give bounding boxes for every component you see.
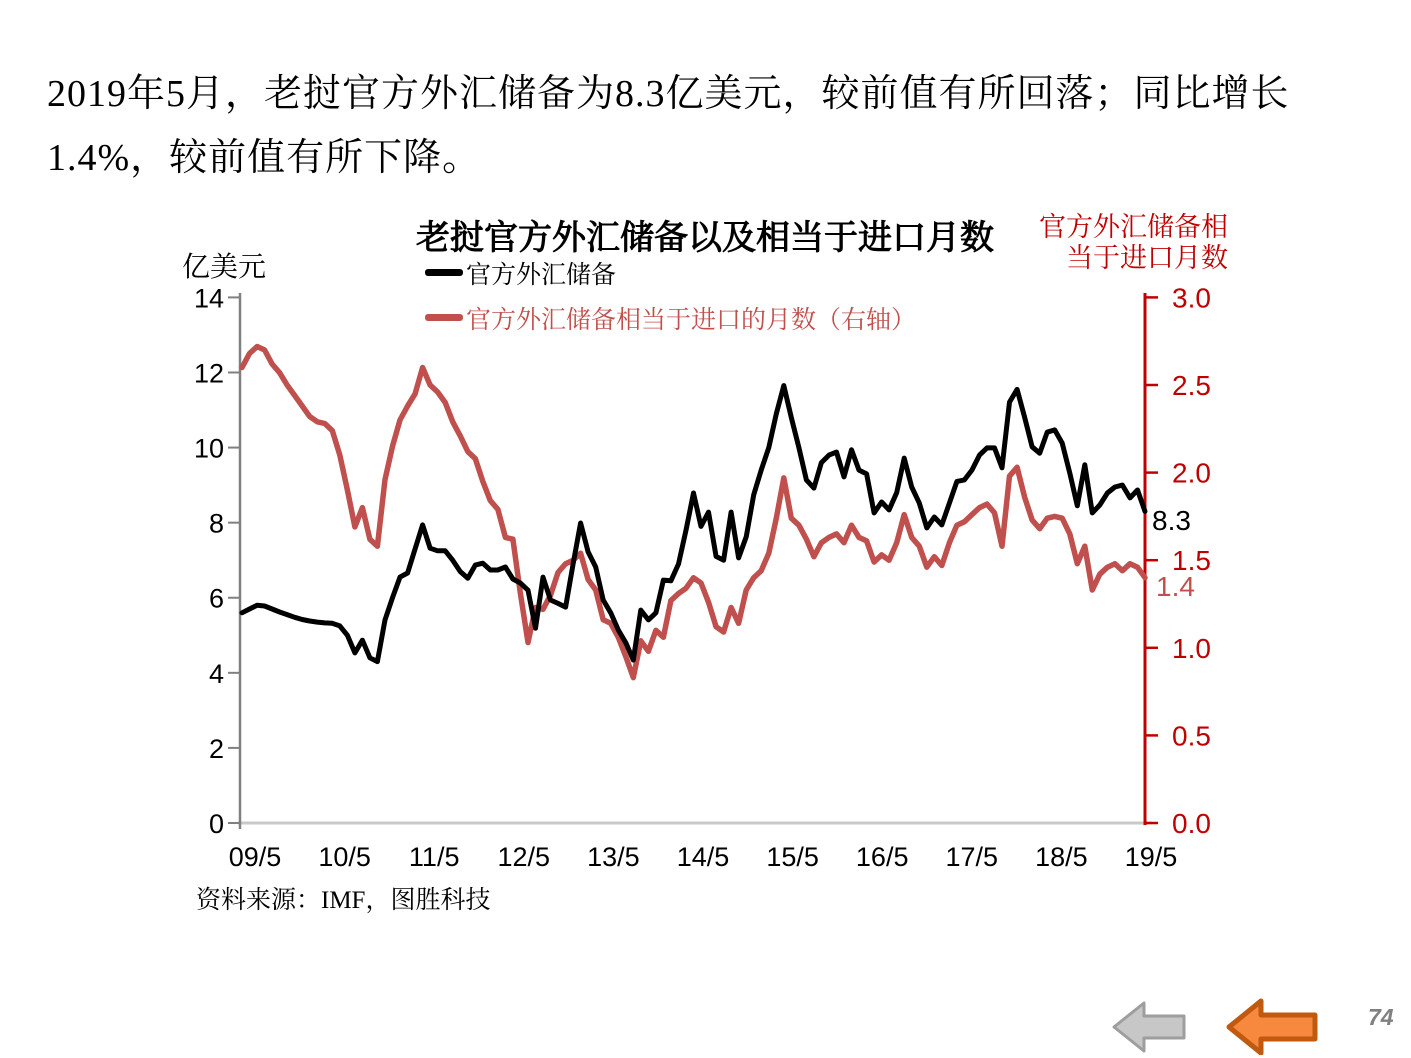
x-axis-tick-label: 18/5 [1035, 842, 1088, 872]
legend-swatch-reserves-icon [425, 269, 463, 276]
series-line-import-months [242, 347, 1145, 678]
page-number: 74 [1368, 1004, 1394, 1030]
chart-title: 老挝官方外汇储备以及相当于进口月数 [416, 220, 994, 257]
summary-line-2: 1.4%，较前值有所下降。 [47, 137, 482, 179]
y-axis-right-tick-label: 0.5 [1172, 720, 1211, 752]
y-axis-left-tick-label: 6 [208, 583, 224, 614]
y-axis-left-tick-label: 14 [193, 283, 224, 314]
y-axis-right-tick-label: 0.0 [1172, 808, 1211, 839]
y-axis-right-tick-label: 1.5 [1172, 545, 1211, 577]
summary-paragraph [47, 62, 1377, 190]
y-axis-right-tick-label: 2.0 [1172, 457, 1211, 489]
legend-label-reserves: 官方外汇储备 [466, 261, 617, 289]
back-arrow-gray-icon[interactable] [1114, 1003, 1184, 1051]
x-axis-tick-label: 12/5 [497, 842, 551, 872]
data-label-reserves-latest: 8.3 [1152, 505, 1191, 536]
right-axis-title-line-1: 官方外汇储备相 [1039, 212, 1228, 242]
y-axis-right-tick-label: 3.0 [1172, 282, 1211, 314]
y-axis-right-tick-label: 2.5 [1172, 370, 1211, 401]
x-axis-tick-label: 15/5 [766, 842, 819, 872]
y-axis-right-tick-label: 1.0 [1172, 632, 1211, 664]
x-axis-tick-label: 13/5 [587, 842, 640, 872]
legend-label-import-months: 官方外汇储备相当于进口的月数（右轴） [466, 306, 917, 334]
y-axis-left-tick-label: 0 [208, 809, 224, 839]
summary-line-1: 2019年5月，老挝官方外汇储备为8.3亿美元，较前值有所回落；同比增长 [47, 73, 1290, 115]
legend-item-reserves [425, 250, 916, 295]
series-line-reserves [242, 386, 1145, 662]
chart-legend [425, 250, 916, 340]
x-axis-tick-label: 10/5 [318, 842, 371, 872]
right-axis-title [1039, 212, 1228, 274]
back-arrow-orange-icon[interactable] [1229, 1001, 1315, 1053]
source-note: 资料来源：IMF，图胜科技 [196, 887, 491, 914]
y-axis-left-tick-label: 12 [193, 358, 224, 389]
legend-item-import-months [425, 295, 916, 340]
y-axis-left-tick-label: 2 [208, 733, 224, 764]
y-axis-left-tick-label: 4 [208, 658, 224, 689]
left-axis-title: 亿美元 [182, 252, 267, 283]
x-axis-tick-label: 09/5 [228, 842, 282, 872]
legend-swatch-import-months-icon [425, 314, 463, 321]
x-axis-tick-label: 16/5 [855, 842, 909, 872]
data-label-import-months-latest: 1.4 [1156, 571, 1195, 602]
x-axis-tick-label: 17/5 [945, 842, 999, 872]
x-axis-tick-label: 19/5 [1124, 842, 1178, 872]
nav-arrows [1105, 993, 1327, 1055]
y-axis-left-tick-label: 10 [193, 433, 224, 464]
right-axis-title-line-2: 当于进口月数 [1066, 243, 1228, 273]
x-axis-tick-label: 11/5 [408, 842, 460, 872]
x-axis-tick-label: 14/5 [676, 842, 730, 872]
y-axis-left-tick-label: 8 [208, 508, 224, 539]
